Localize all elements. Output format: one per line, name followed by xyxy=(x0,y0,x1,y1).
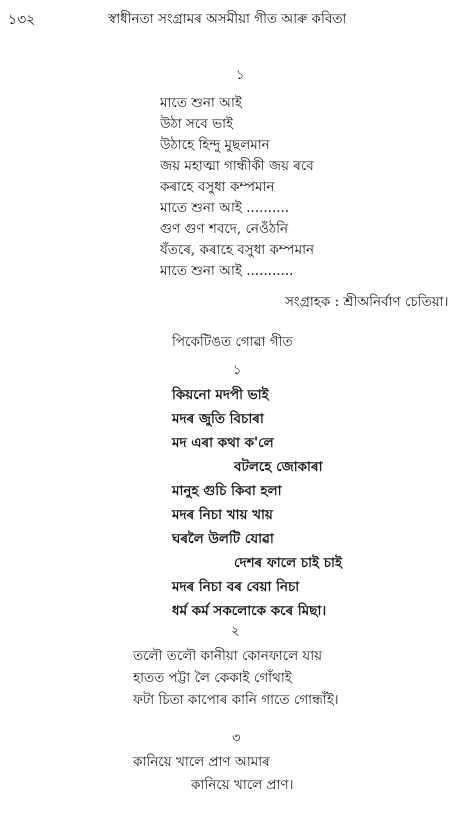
section-number: ১ xyxy=(236,68,245,83)
verse-line: মদৰ নিচা খায় খায় xyxy=(172,507,273,523)
verse-line: গুণ গুণ শবদে, নেওঁঠনি xyxy=(160,221,289,237)
verse-line: ঘৰলৈ উলটি যোৱা xyxy=(172,531,274,547)
verse-line: মদৰ জুতি বিচাৰা xyxy=(172,411,264,427)
section-number: ১ xyxy=(233,363,242,378)
verse-line: মাতে শুনা আই ........... xyxy=(160,263,294,279)
section-number: ২ xyxy=(231,624,240,639)
verse-line: কানিয়ে খালে প্ৰাণ। xyxy=(191,777,294,793)
verse-line: যঁতৰে, কৰাহে বসুধা কম্পমান xyxy=(160,242,315,258)
collector-credit: সংগ্ৰাহক : শ্ৰীঅনিৰ্বাণ চেতিয়া। xyxy=(285,294,449,310)
verse-line: জয় মহাত্মা গান্ধীকী জয় ৰবে xyxy=(160,158,314,174)
verse-line: মাতে শুনা আই xyxy=(160,95,242,111)
page-number: ১৩২ xyxy=(8,12,36,28)
verse-line: ধৰ্ম কৰ্ম সকলোকে কৰে মিছা। xyxy=(172,603,327,619)
verse-line: বটলহে জোকাৰা xyxy=(234,459,323,475)
verse-line: তলৌ তলৌ কানীয়া কোনফালে যায় xyxy=(133,648,323,664)
verse-line: হাতত পট্টা লৈ কেকাই গোঁথাই xyxy=(133,670,292,686)
verse-line: মদৰ নিচা বৰ বেয়া নিচা xyxy=(172,579,300,595)
section-number: ৩ xyxy=(232,731,241,746)
verse-line: কৰাহে বসুধা কম্পমান xyxy=(160,179,275,195)
verse-line: কিয়নো মদপী ভাই xyxy=(172,387,269,403)
verse-line: মানুহ গুচি কিবা হলা xyxy=(172,483,282,499)
verse-line: উঠাহে হিন্দু মুছলমান xyxy=(160,137,270,153)
verse-line: মাতে শুনা আই .......... xyxy=(160,200,290,216)
verse-line: উঠা সবে ভাই xyxy=(160,116,234,132)
verse-line: দেশৰ ফালে চাই চাই xyxy=(234,555,342,571)
verse-line: ফটা চিতা কাপোৰ কানি গাতে গোন্ধাঁই। xyxy=(133,692,339,708)
verse-line: কানিয়ে খালে প্ৰাণ আমাৰ xyxy=(133,754,270,770)
song-title: পিকেটিঙত গোৱা গীত xyxy=(172,334,293,350)
verse-line: মদ এৰা কথা ক'লে xyxy=(172,435,274,451)
running-title: স্বাধীনতা সংগ্ৰামৰ অসমীয়া গীত আৰু কবিতা xyxy=(108,11,347,27)
